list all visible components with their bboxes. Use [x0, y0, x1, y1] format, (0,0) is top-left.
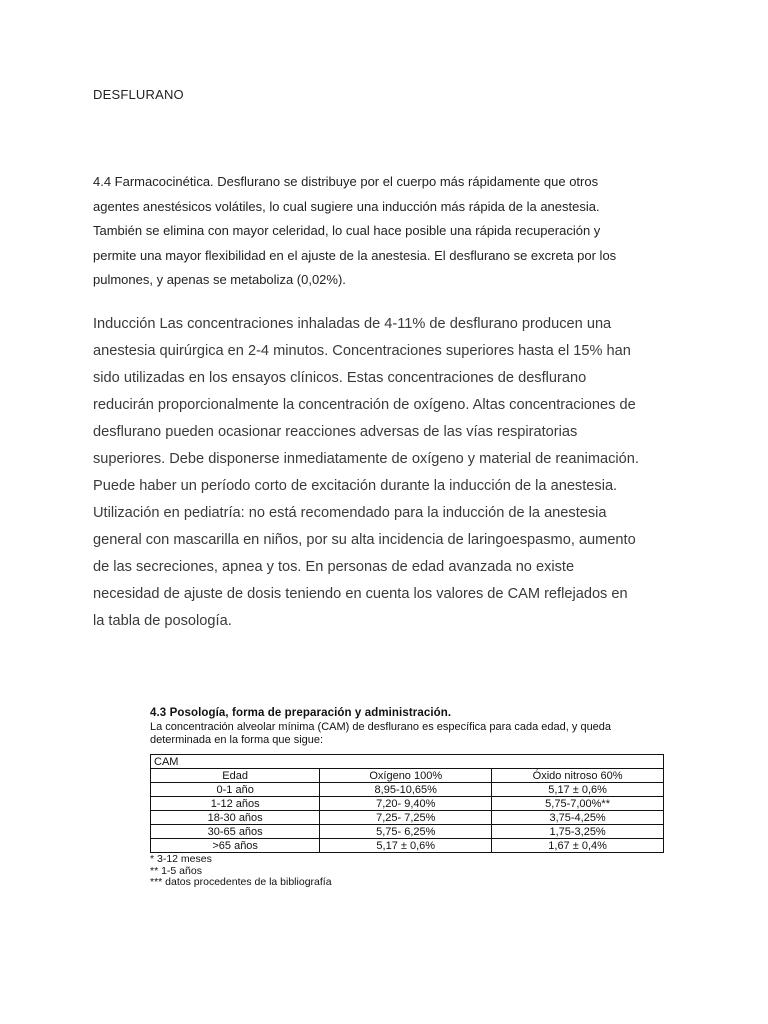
paragraph-line: necesidad de ajuste de dosis teniendo en cuenta los valores de CAM reflejados en	[93, 586, 628, 602]
cell-oxigeno: 5,75- 6,25%	[320, 825, 492, 839]
page-title: DESFLURANO	[93, 87, 184, 102]
paragraph-line: Inducción Las concentraciones inhaladas de 4-11% de desflurano producen una	[93, 316, 612, 332]
cell-oxido-nitroso: 1,75-3,25%	[492, 825, 664, 839]
paragraph-line: permite una mayor flexibilidad en el ajuste de la anestesia. El desflurano se excreta por los	[93, 247, 617, 263]
header-edad: Edad	[151, 769, 320, 783]
table-row	[151, 811, 664, 825]
posology-section	[150, 707, 670, 889]
posology-heading: 4.3 Posología, forma de preparación y administración.	[150, 707, 452, 719]
cell-oxido-nitroso: 5,75-7,00%**	[492, 797, 664, 811]
table-row	[151, 825, 664, 839]
paragraph-line: superiores. Debe disponerse inmediatamente de oxígeno y material de reanimación.	[93, 451, 639, 467]
cell-oxido-nitroso: 1,67 ± 0,4%	[492, 839, 664, 853]
cell-edad: 18-30 años	[151, 811, 320, 825]
table-row	[151, 783, 664, 797]
paragraph-line: la tabla de posología.	[93, 613, 232, 629]
paragraph-line: sido utilizadas en los ensayos clínicos. Estas concentraciones de desflurano	[93, 370, 587, 386]
cell-edad: 1-12 años	[151, 797, 320, 811]
paragraph-line: Utilización en pediatría: no está recomendado para la inducción de la anestesia	[93, 505, 607, 521]
table-header-row	[151, 769, 664, 783]
cell-oxigeno: 8,95-10,65%	[320, 783, 492, 797]
cell-oxigeno: 7,20- 9,40%	[320, 797, 492, 811]
cell-oxigeno: 5,17 ± 0,6%	[320, 839, 492, 853]
header-oxigeno: Oxígeno 100%	[320, 769, 492, 783]
cell-oxido-nitroso: 3,75-4,25%	[492, 811, 664, 825]
cell-edad: 0-1 año	[151, 783, 320, 797]
footnote: *** datos procedentes de la bibliografía	[150, 876, 332, 888]
table-footnotes	[150, 854, 670, 889]
table-caption: CAM	[151, 755, 664, 769]
paragraph-line: 4.4 Farmacocinética. Desflurano se distribuye por el cuerpo más rápidamente que otros	[93, 174, 599, 189]
cell-oxido-nitroso: 5,17 ± 0,6%	[492, 783, 664, 797]
paragraph-line: general con mascarilla en niños, por su alta incidencia de laringoespasmo, aumento	[93, 532, 636, 548]
footnote: * 3-12 meses	[150, 853, 212, 865]
header-oxido-nitroso: Óxido nitroso 60%	[492, 769, 664, 783]
paragraph-line: de las secreciones, apnea y tos. En personas de edad avanzada no existe	[93, 559, 575, 575]
posology-intro: La concentración alveolar mínima (CAM) de desflurano es específica para cada edad, y queda determinada en la forma que sigue:	[150, 721, 612, 746]
paragraph-line: reducirán proporcionalmente la concentración de oxígeno. Altas concentraciones de	[93, 397, 636, 413]
cell-oxigeno: 7,25- 7,25%	[320, 811, 492, 825]
pharmacokinetics-paragraph	[93, 170, 683, 293]
paragraph-line: agentes anestésicos volátiles, lo cual sugiere una inducción más rápida de la anestesia.	[93, 198, 600, 214]
paragraph-line: Puede haber un período corto de excitación durante la inducción de la anestesia.	[93, 478, 618, 494]
cell-edad: 30-65 años	[151, 825, 320, 839]
cell-edad: >65 años	[151, 839, 320, 853]
table-caption-row	[151, 755, 664, 769]
cam-table	[150, 754, 664, 853]
table-row	[151, 797, 664, 811]
paragraph-line: pulmones, y apenas se metaboliza (0,02%).	[93, 272, 346, 288]
induction-paragraph	[93, 311, 678, 635]
paragraph-line: También se elimina con mayor celeridad, lo cual hace posible una rápida recuperación y	[93, 223, 601, 239]
table-row	[151, 839, 664, 853]
paragraph-line: anestesia quirúrgica en 2-4 minutos. Concentraciones superiores hasta el 15% han	[93, 343, 631, 359]
footnote: ** 1-5 años	[150, 864, 202, 877]
paragraph-line: desflurano pueden ocasionar reacciones adversas de las vías respiratorias	[93, 424, 578, 440]
